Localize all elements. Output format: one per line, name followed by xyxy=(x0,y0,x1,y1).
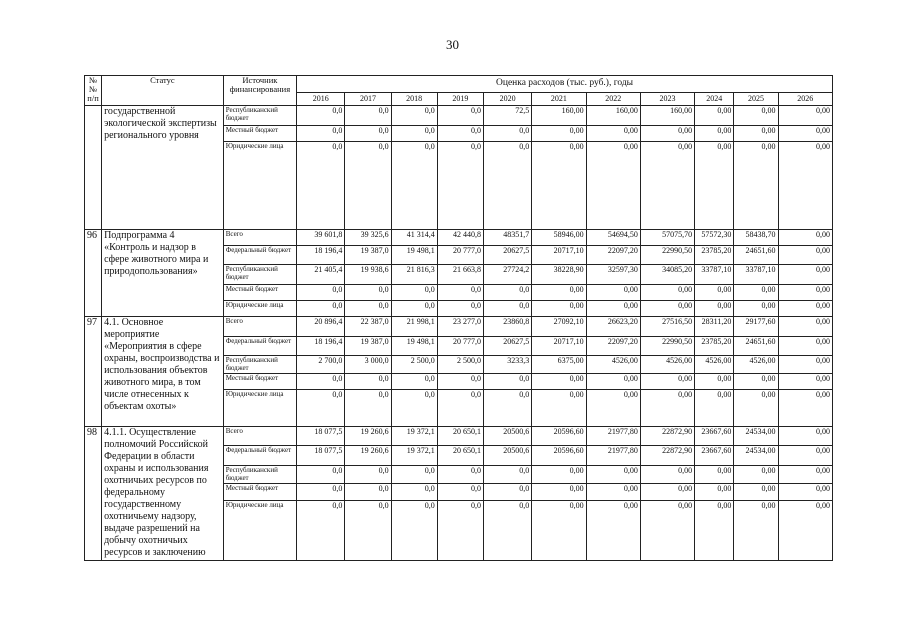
amount-cell: 0,00 xyxy=(532,126,586,142)
amount-cell: 0,0 xyxy=(297,106,345,126)
amount-cell: 0,00 xyxy=(640,285,694,301)
amount-cell: 0,00 xyxy=(778,337,832,356)
amount-cell: 21977,80 xyxy=(586,446,640,466)
amount-cell: 0,0 xyxy=(345,466,391,484)
year-header: 2016 xyxy=(297,93,345,106)
amount-cell: 0,00 xyxy=(532,484,586,501)
amount-cell: 0,00 xyxy=(586,466,640,484)
funding-source: Местный бюджет xyxy=(223,374,296,390)
amount-cell: 0,0 xyxy=(345,106,391,126)
amount-cell: 0,0 xyxy=(437,484,483,501)
table-row xyxy=(85,230,833,246)
amount-cell: 0,0 xyxy=(437,501,483,561)
year-header: 2019 xyxy=(437,93,483,106)
amount-cell: 57572,30 xyxy=(695,230,734,246)
amount-cell: 19 498,1 xyxy=(391,337,437,356)
amount-cell: 4526,00 xyxy=(695,356,734,374)
funding-source: Юридические лица xyxy=(223,142,296,230)
year-header: 2017 xyxy=(345,93,391,106)
amount-cell: 48351,7 xyxy=(484,230,532,246)
amount-cell: 0,00 xyxy=(695,301,734,317)
amount-cell: 19 938,6 xyxy=(345,265,391,285)
amount-cell: 0,0 xyxy=(484,301,532,317)
amount-cell: 0,00 xyxy=(778,446,832,466)
amount-cell: 0,00 xyxy=(532,501,586,561)
funding-source: Местный бюджет xyxy=(223,126,296,142)
amount-cell: 4526,00 xyxy=(640,356,694,374)
amount-cell: 2 700,0 xyxy=(297,356,345,374)
amount-cell: 0,00 xyxy=(778,301,832,317)
amount-cell: 0,00 xyxy=(734,285,778,301)
amount-cell: 4526,00 xyxy=(586,356,640,374)
amount-cell: 19 260,6 xyxy=(345,446,391,466)
amount-cell: 0,00 xyxy=(640,374,694,390)
amount-cell: 0,00 xyxy=(778,230,832,246)
amount-cell: 0,0 xyxy=(437,142,483,230)
amount-cell: 54694,50 xyxy=(586,230,640,246)
amount-cell: 0,00 xyxy=(778,390,832,427)
amount-cell: 19 387,0 xyxy=(345,337,391,356)
amount-cell: 0,00 xyxy=(778,427,832,446)
amount-cell: 20 777,0 xyxy=(437,337,483,356)
row-number: 97 xyxy=(85,317,102,427)
amount-cell: 0,00 xyxy=(734,466,778,484)
amount-cell: 0,00 xyxy=(640,126,694,142)
amount-cell: 0,00 xyxy=(695,374,734,390)
amount-cell: 22872,90 xyxy=(640,446,694,466)
amount-cell: 24534,00 xyxy=(734,427,778,446)
amount-cell: 0,0 xyxy=(437,374,483,390)
amount-cell: 20717,10 xyxy=(532,337,586,356)
amount-cell: 18 196,4 xyxy=(297,246,345,265)
amount-cell: 0,0 xyxy=(437,285,483,301)
funding-source: Юридические лица xyxy=(223,501,296,561)
amount-cell: 0,0 xyxy=(484,285,532,301)
amount-cell: 0,00 xyxy=(532,390,586,427)
amount-cell: 0,0 xyxy=(391,374,437,390)
status-cell: 4.1.1. Осуществление полномочий Российской Федерации в области охраны и использования охотничьих ресурсов по федеральному государственному охотничьему надзору, выдаче разрешений на добычу охотничьих ресурсов и заключению xyxy=(102,427,224,561)
estimate-header: Оценка расходов (тыс. руб.), годы xyxy=(297,76,833,93)
amount-cell: 39 325,6 xyxy=(345,230,391,246)
amount-cell: 0,0 xyxy=(391,501,437,561)
amount-cell: 0,0 xyxy=(345,374,391,390)
funding-source: Республиканский бюджет xyxy=(223,356,296,374)
amount-cell: 0,00 xyxy=(532,466,586,484)
amount-cell: 0,0 xyxy=(297,301,345,317)
num-col-header: № № п/п xyxy=(85,76,102,106)
amount-cell: 160,00 xyxy=(532,106,586,126)
status-cell: Подпрограмма 4 «Контроль и надзор в сфере животного мира и природопользования» xyxy=(102,230,224,317)
amount-cell: 19 260,6 xyxy=(345,427,391,446)
funding-source: Федеральный бюджет xyxy=(223,246,296,265)
table-row xyxy=(85,317,833,337)
page-number: 30 xyxy=(446,37,459,52)
amount-cell: 0,0 xyxy=(484,126,532,142)
year-header: 2024 xyxy=(695,93,734,106)
amount-cell: 72,5 xyxy=(484,106,532,126)
amount-cell: 22 387,0 xyxy=(345,317,391,337)
amount-cell: 0,0 xyxy=(345,484,391,501)
amount-cell: 160,00 xyxy=(640,106,694,126)
year-header: 2023 xyxy=(640,93,694,106)
amount-cell: 0,0 xyxy=(391,484,437,501)
amount-cell: 23860,8 xyxy=(484,317,532,337)
amount-cell: 0,00 xyxy=(778,106,832,126)
amount-cell: 0,0 xyxy=(484,501,532,561)
amount-cell: 20500,6 xyxy=(484,446,532,466)
amount-cell: 0,00 xyxy=(586,142,640,230)
year-header: 2025 xyxy=(734,93,778,106)
amount-cell: 0,00 xyxy=(695,106,734,126)
amount-cell: 28311,20 xyxy=(695,317,734,337)
amount-cell: 0,00 xyxy=(532,301,586,317)
amount-cell: 0,0 xyxy=(484,484,532,501)
amount-cell: 0,00 xyxy=(695,484,734,501)
amount-cell: 0,0 xyxy=(484,466,532,484)
amount-cell: 26623,20 xyxy=(586,317,640,337)
amount-cell: 0,00 xyxy=(586,390,640,427)
amount-cell: 27092,10 xyxy=(532,317,586,337)
amount-cell: 0,00 xyxy=(778,374,832,390)
status-cell: 4.1. Основное мероприятие «Мероприятия в сфере охраны, воспроизводства и использования объектов животного мира, в том числе отнесенных к объектам охоты» xyxy=(102,317,224,427)
amount-cell: 0,00 xyxy=(695,126,734,142)
amount-cell: 0,00 xyxy=(778,246,832,265)
amount-cell: 33787,10 xyxy=(734,265,778,285)
amount-cell: 0,0 xyxy=(437,106,483,126)
amount-cell: 0,00 xyxy=(532,285,586,301)
funding-source: Федеральный бюджет xyxy=(223,446,296,466)
amount-cell: 23667,60 xyxy=(695,446,734,466)
amount-cell: 0,00 xyxy=(532,374,586,390)
year-header: 2018 xyxy=(391,93,437,106)
amount-cell: 21 663,8 xyxy=(437,265,483,285)
amount-cell: 0,0 xyxy=(391,106,437,126)
amount-cell: 0,0 xyxy=(345,126,391,142)
amount-cell: 0,00 xyxy=(734,390,778,427)
amount-cell: 20500,6 xyxy=(484,427,532,446)
amount-cell: 0,00 xyxy=(734,126,778,142)
amount-cell: 0,0 xyxy=(345,285,391,301)
amount-cell: 58438,70 xyxy=(734,230,778,246)
funding-source: Республиканский бюджет xyxy=(223,265,296,285)
row-number: 96 xyxy=(85,230,102,317)
funding-source: Местный бюджет xyxy=(223,484,296,501)
amount-cell: 0,0 xyxy=(297,390,345,427)
amount-cell: 0,00 xyxy=(586,501,640,561)
amount-cell: 19 372,1 xyxy=(391,427,437,446)
amount-cell: 0,00 xyxy=(734,301,778,317)
amount-cell: 0,00 xyxy=(778,126,832,142)
amount-cell: 23785,20 xyxy=(695,246,734,265)
amount-cell: 22990,50 xyxy=(640,337,694,356)
amount-cell: 0,00 xyxy=(778,501,832,561)
amount-cell: 22872,90 xyxy=(640,427,694,446)
amount-cell: 0,00 xyxy=(640,142,694,230)
amount-cell: 0,0 xyxy=(297,142,345,230)
amount-cell: 20717,10 xyxy=(532,246,586,265)
amount-cell: 21 405,4 xyxy=(297,265,345,285)
amount-cell: 0,00 xyxy=(695,142,734,230)
amount-cell: 0,0 xyxy=(437,301,483,317)
amount-cell: 0,00 xyxy=(734,374,778,390)
amount-cell: 0,00 xyxy=(695,285,734,301)
amount-cell: 0,0 xyxy=(437,126,483,142)
funding-source: Федеральный бюджет xyxy=(223,337,296,356)
row-number: 98 xyxy=(85,427,102,561)
amount-cell: 24534,00 xyxy=(734,446,778,466)
amount-cell: 57075,70 xyxy=(640,230,694,246)
amount-cell: 27724,2 xyxy=(484,265,532,285)
amount-cell: 58946,00 xyxy=(532,230,586,246)
funding-source: Юридические лица xyxy=(223,390,296,427)
amount-cell: 0,0 xyxy=(437,466,483,484)
amount-cell: 20596,60 xyxy=(532,427,586,446)
amount-cell: 0,0 xyxy=(391,142,437,230)
status-cell: государственной экологической экспертизы регионального уровня xyxy=(102,106,224,230)
amount-cell: 20627,5 xyxy=(484,246,532,265)
amount-cell: 0,00 xyxy=(778,356,832,374)
amount-cell: 0,0 xyxy=(437,390,483,427)
amount-cell: 0,00 xyxy=(586,301,640,317)
amount-cell: 39 601,8 xyxy=(297,230,345,246)
amount-cell: 0,00 xyxy=(640,390,694,427)
table-row xyxy=(85,106,833,126)
funding-source: Всего xyxy=(223,317,296,337)
amount-cell: 33787,10 xyxy=(695,265,734,285)
amount-cell: 0,00 xyxy=(778,142,832,230)
amount-cell: 0,00 xyxy=(695,466,734,484)
amount-cell: 0,00 xyxy=(586,126,640,142)
amount-cell: 34085,20 xyxy=(640,265,694,285)
amount-cell: 0,00 xyxy=(640,501,694,561)
source-col-header: Источник финансирования xyxy=(223,76,296,106)
amount-cell: 0,00 xyxy=(778,285,832,301)
amount-cell: 20596,60 xyxy=(532,446,586,466)
amount-cell: 0,00 xyxy=(640,484,694,501)
amount-cell: 21 816,3 xyxy=(391,265,437,285)
amount-cell: 20 777,0 xyxy=(437,246,483,265)
amount-cell: 0,0 xyxy=(345,390,391,427)
amount-cell: 0,0 xyxy=(297,126,345,142)
amount-cell: 2 500,0 xyxy=(391,356,437,374)
amount-cell: 0,00 xyxy=(734,106,778,126)
amount-cell: 0,00 xyxy=(586,374,640,390)
amount-cell: 41 314,4 xyxy=(391,230,437,246)
amount-cell: 160,00 xyxy=(586,106,640,126)
amount-cell: 0,0 xyxy=(484,142,532,230)
year-header: 2020 xyxy=(484,93,532,106)
amount-cell: 6375,00 xyxy=(532,356,586,374)
amount-cell: 0,00 xyxy=(532,142,586,230)
amount-cell: 0,00 xyxy=(778,484,832,501)
amount-cell: 18 077,5 xyxy=(297,446,345,466)
amount-cell: 0,0 xyxy=(391,301,437,317)
funding-source: Местный бюджет xyxy=(223,285,296,301)
year-header: 2022 xyxy=(586,93,640,106)
row-number xyxy=(85,106,102,230)
amount-cell: 0,0 xyxy=(297,374,345,390)
amount-cell: 27516,50 xyxy=(640,317,694,337)
amount-cell: 3 000,0 xyxy=(345,356,391,374)
amount-cell: 0,0 xyxy=(484,374,532,390)
amount-cell: 0,0 xyxy=(345,501,391,561)
amount-cell: 19 372,1 xyxy=(391,446,437,466)
amount-cell: 0,00 xyxy=(640,301,694,317)
amount-cell: 2 500,0 xyxy=(437,356,483,374)
amount-cell: 38228,90 xyxy=(532,265,586,285)
amount-cell: 0,0 xyxy=(345,142,391,230)
amount-cell: 20 650,1 xyxy=(437,427,483,446)
funding-source: Республиканский бюджет xyxy=(223,106,296,126)
amount-cell: 24651,60 xyxy=(734,246,778,265)
amount-cell: 0,00 xyxy=(734,142,778,230)
amount-cell: 0,00 xyxy=(734,501,778,561)
amount-cell: 0,00 xyxy=(734,484,778,501)
funding-source: Всего xyxy=(223,427,296,446)
funding-source: Юридические лица xyxy=(223,301,296,317)
amount-cell: 20627,5 xyxy=(484,337,532,356)
amount-cell: 20 896,4 xyxy=(297,317,345,337)
amount-cell: 42 440,8 xyxy=(437,230,483,246)
amount-cell: 21 998,1 xyxy=(391,317,437,337)
amount-cell: 21977,80 xyxy=(586,427,640,446)
amount-cell: 0,00 xyxy=(695,501,734,561)
amount-cell: 19 387,0 xyxy=(345,246,391,265)
amount-cell: 0,0 xyxy=(345,301,391,317)
status-col-header: Статус xyxy=(102,76,224,106)
amount-cell: 0,0 xyxy=(297,466,345,484)
amount-cell: 0,0 xyxy=(391,390,437,427)
amount-cell: 0,0 xyxy=(297,285,345,301)
amount-cell: 18 077,5 xyxy=(297,427,345,446)
amount-cell: 0,0 xyxy=(297,501,345,561)
amount-cell: 22097,20 xyxy=(586,246,640,265)
amount-cell: 32597,30 xyxy=(586,265,640,285)
funding-source: Всего xyxy=(223,230,296,246)
amount-cell: 0,0 xyxy=(391,285,437,301)
amount-cell: 0,00 xyxy=(778,317,832,337)
table-row xyxy=(85,427,833,446)
amount-cell: 20 650,1 xyxy=(437,446,483,466)
amount-cell: 0,00 xyxy=(778,466,832,484)
year-header: 2026 xyxy=(778,93,832,106)
expenditure-table xyxy=(84,75,833,561)
amount-cell: 0,00 xyxy=(640,466,694,484)
amount-cell: 0,00 xyxy=(586,285,640,301)
amount-cell: 29177,60 xyxy=(734,317,778,337)
amount-cell: 0,0 xyxy=(391,126,437,142)
amount-cell: 18 196,4 xyxy=(297,337,345,356)
amount-cell: 0,0 xyxy=(297,484,345,501)
year-header: 2021 xyxy=(532,93,586,106)
amount-cell: 24651,60 xyxy=(734,337,778,356)
amount-cell: 3233,3 xyxy=(484,356,532,374)
amount-cell: 22990,50 xyxy=(640,246,694,265)
amount-cell: 23 277,0 xyxy=(437,317,483,337)
funding-source: Республиканский бюджет xyxy=(223,466,296,484)
amount-cell: 0,0 xyxy=(484,390,532,427)
amount-cell: 23785,20 xyxy=(695,337,734,356)
amount-cell: 4526,00 xyxy=(734,356,778,374)
amount-cell: 0,00 xyxy=(695,390,734,427)
amount-cell: 0,0 xyxy=(391,466,437,484)
amount-cell: 0,00 xyxy=(778,265,832,285)
amount-cell: 0,00 xyxy=(586,484,640,501)
amount-cell: 22097,20 xyxy=(586,337,640,356)
amount-cell: 23667,60 xyxy=(695,427,734,446)
amount-cell: 19 498,1 xyxy=(391,246,437,265)
